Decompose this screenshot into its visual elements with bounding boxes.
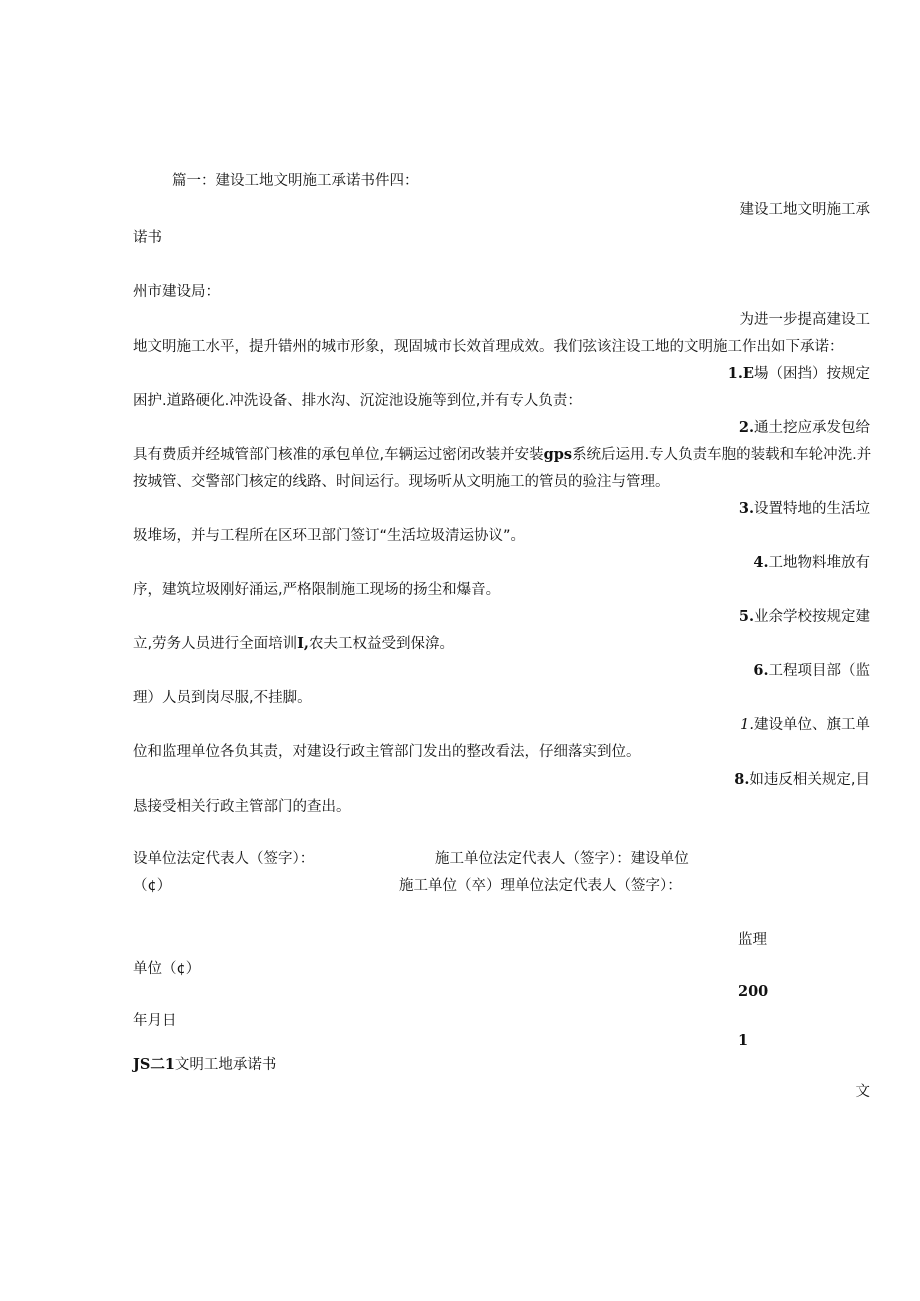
year-prefix [738, 985, 768, 1000]
item-6-line-2: 理）人员到岗尽服,不挂脚。 [133, 690, 312, 706]
item-2-text-b2: 系统后运用.专人负责车胞的装载和车轮冲洗.并 [572, 447, 872, 463]
item-8-number: 8. [734, 771, 750, 788]
item-5-text-b2: 农夫工权益受到保渰。 [308, 636, 454, 652]
item-7-line-2: 位和监理单位各负其责，对建设行政主管部门发出的整改看法，仔细落实到位。 [133, 744, 641, 760]
signature-row-2-left: （¢） [133, 878, 172, 894]
item-3-text-a: 设置特地的生活垃 [754, 501, 870, 517]
item-7-number: 1. [740, 717, 754, 733]
item-5-text-b1: 立,劳务人员进行全面培训 [133, 636, 298, 652]
item-2-line-1 [739, 421, 870, 436]
item-6-text-a: 工程项目部（监 [768, 663, 870, 679]
supervision-label: 监理 [738, 932, 767, 948]
item-5-line-2 [133, 637, 454, 652]
signature-row-2-right: 施工单位（卒）理单位法定代表人（签字）： [399, 878, 682, 894]
item-3-line-1 [739, 502, 870, 517]
number-one-value: 1 [738, 1032, 749, 1049]
intro-line-1: 为进一步提高建设工 [739, 312, 870, 328]
item-4-line-1 [753, 556, 870, 571]
footer-wen: 文 [855, 1084, 870, 1100]
item-8-line-1 [734, 773, 870, 788]
item-5-bold: I, [297, 635, 309, 652]
addressee: 州市建设局： [133, 284, 220, 300]
item-3-line-2: 圾堆场，并与工程所在区环卫部门签订“生活垃圾清运协议”。 [133, 528, 526, 544]
footer-title [133, 1058, 276, 1073]
item-6-number: 6. [753, 662, 769, 679]
item-5-number: 5. [738, 608, 754, 625]
item-7-line-1 [740, 718, 870, 733]
item-8-text-a: 如违反相关规定,目 [749, 772, 870, 788]
item-6-line-1 [753, 664, 870, 679]
item-5-line-1 [739, 610, 870, 625]
item-2-line-2 [133, 448, 871, 463]
item-4-number: 4. [753, 554, 769, 571]
item-4-text-a: 工地物料堆放有 [768, 555, 870, 571]
document-heading: 篇一：建设工地文明施工承诺书件四： [172, 173, 419, 189]
signature-row-1-right: 施工单位法定代表人（签字）：建设单位 [435, 851, 689, 867]
intro-line-2: 地文明施工水平，提升错州的城市形象，现固城市长效首理成效。我们弦该注设工地的文明施工作出如下承诺： [133, 339, 844, 355]
year-value: 200 [738, 983, 769, 1000]
item-2-text-b1: 具有费质并经城管部门核准的承包单位,车辆运过密闭改装并安装 [133, 447, 544, 463]
number-one [738, 1034, 748, 1049]
item-2-line-3: 按城管、交警部门核定的线路、时间运行。现场听从文明施工的管员的验注与管理。 [133, 474, 670, 490]
item-2-text-a: 通土挖应承发包给 [754, 420, 870, 436]
item-1-number: 1.E [727, 365, 754, 382]
signature-row-1-left: 设单位法定代表人（签字）： [133, 851, 315, 867]
item-1-text-a: 場（困挡）按规定 [754, 366, 870, 382]
unit-stamp-label: 单位（¢） [133, 961, 201, 977]
title-line-1: 建设工地文明施工承 [739, 202, 870, 218]
date-label: 年月日 [133, 1013, 177, 1029]
item-4-line-2: 序，建筑垃圾刚好涌运,严格限制施工现场的扬尘和爆音。 [133, 582, 501, 598]
item-1-line-2: 困护.道路硬化.冲洗设备、排水沟、沉淀池设施等到位,并有专人负责： [133, 393, 582, 409]
item-7-text-a: 建设单位、旗工单 [754, 717, 870, 733]
item-2-number: 2. [738, 419, 754, 436]
item-5-text-a: 业余学校按规定建 [754, 609, 870, 625]
footer-text: 文明工地承诺书 [174, 1057, 277, 1073]
item-8-line-2: 恳接受相关行政主管部门的查出。 [133, 799, 351, 815]
item-3-number: 3. [738, 500, 754, 517]
item-2-gps: gps [543, 446, 573, 463]
title-line-2: 诺书 [133, 230, 162, 246]
item-1-line-1 [728, 367, 870, 382]
footer-code: JS二1 [133, 1056, 175, 1073]
